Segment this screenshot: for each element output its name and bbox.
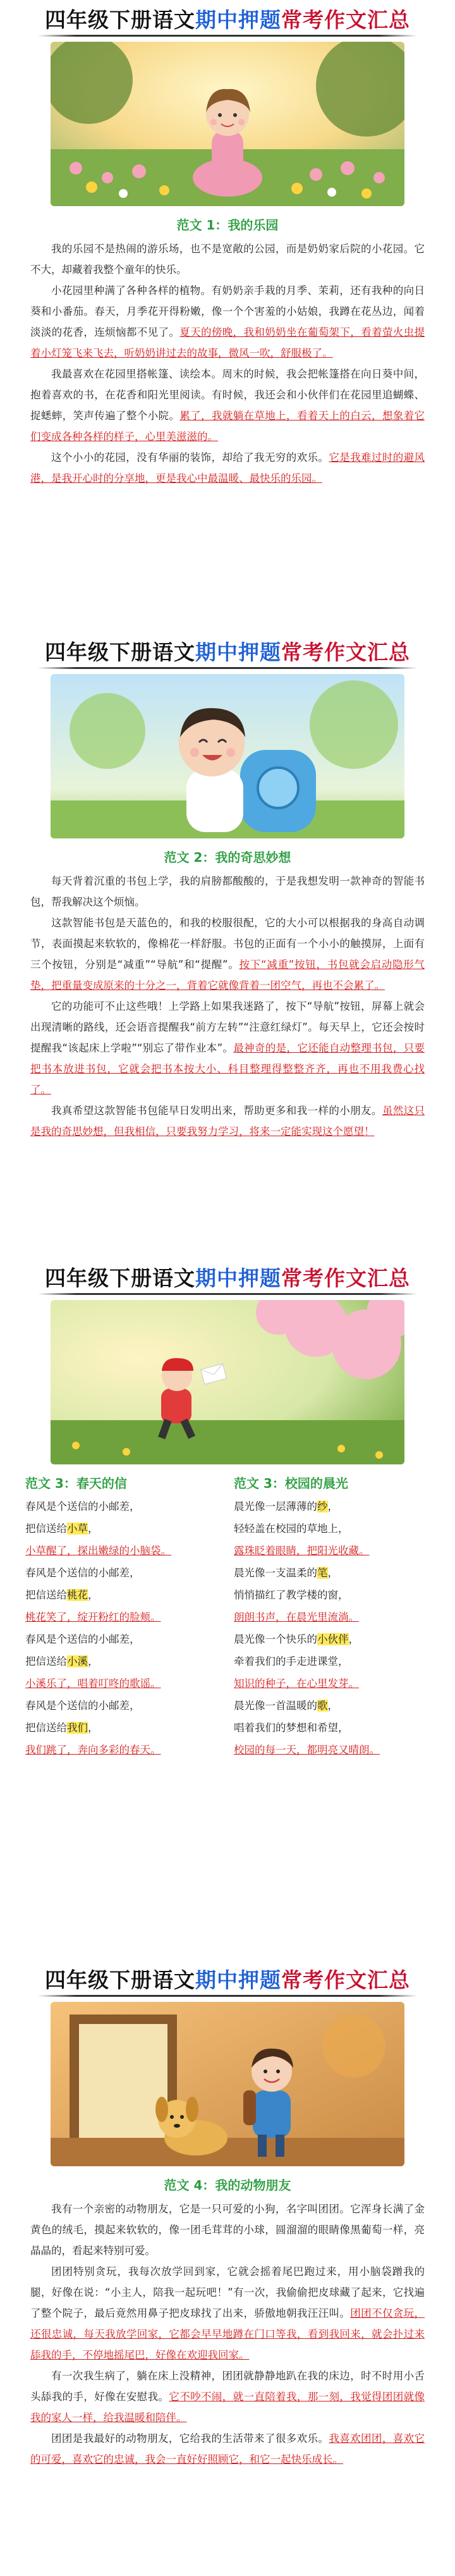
poem-text: 唱着我们的梦想和希望，: [234, 1722, 349, 1734]
essay2-paragraph: [0, 912, 455, 996]
poem-line: [234, 1540, 430, 1562]
paragraph-text: 我有一个亲密的动物朋友，它是一只可爱的小狗，名字叫团团。它浑身长满了金黄色的绒毛，摸起来软软的，像一团毛茸茸的小球，圆溜溜的眼睛像黑葡萄一样，亮晶晶的，看起来特别可爱。: [30, 2203, 425, 2257]
highlighted-line: 知识的种子，在心里发芽。: [234, 1677, 359, 1690]
highlighted-sentence: 按下“减重”按钮，书包就会启动隐形气垫，把重量变成原来的十分之一，背着它就像背着一团空气，再也不会累了。: [30, 959, 425, 991]
highlighted-word: 小溪: [67, 1655, 88, 1667]
essay-2-title: 范文 2：我的奇思妙想: [164, 850, 291, 865]
poem-line: [234, 1495, 430, 1518]
paragraph-text: 团团特别贪玩，我每次放学回到家，它就会摇着尾巴跑过来，用小脑袋蹭我的腿，好像在说：“小主人，陪我一起玩吧！”有一次，我偷偷把皮球藏了起来，它找遍了整个院子，最后竟然用鼻子把皮球找了出来，骄傲地朝我汪汪叫。: [30, 2266, 425, 2319]
poem-text: 春风是个送信的小邮差，: [25, 1567, 140, 1579]
header-underline: [38, 1995, 417, 1997]
poem-text: ，: [327, 1567, 338, 1579]
header-grade: 四年级下册语文: [45, 7, 195, 32]
poem-text: ，: [88, 1722, 99, 1734]
section-header: [0, 632, 455, 669]
essay-3b-title: 范文 3：校园的晨光: [234, 1476, 348, 1491]
highlighted-line: 露珠眨着眼睛，把阳光收藏。: [234, 1545, 370, 1557]
essay4-paragraph: [0, 2365, 455, 2428]
header-topic: 常考作文汇总: [281, 1265, 410, 1291]
poem-line: [234, 1650, 430, 1672]
paragraph-text: 我的乐园不是热闹的游乐场，也不是宽敞的公园，而是奶奶家后院的小花园。它不大，却藏着我整个童年的快乐。: [30, 243, 425, 276]
poem-line: [25, 1717, 221, 1739]
paragraph-text: 这款智能书包是天蓝色的，和我的校服很配，它的大小可以根据我的身高自动调节，表面摸起来软软的，像棉花一样舒服。书包的正面有一个小小的触摸屏，上面有三个按钮，分别是“减重”“导航”和“提醒”。: [30, 917, 425, 971]
essay-3-title: 范文 3：春天的信: [25, 1476, 127, 1491]
highlighted-sentence: 我喜欢团团，喜欢它的可爱，喜欢它的忠诚，我会一直好好照顾它，和它一起快乐成长。: [30, 2432, 425, 2465]
poem-line: [25, 1739, 221, 1761]
essay-4-title: 范文 4：我的动物朋友: [164, 2178, 291, 2193]
highlighted-line: 桃花笑了，绽开粉红的脸颊。: [25, 1611, 161, 1623]
poem-line: [234, 1628, 430, 1650]
header-underline: [38, 35, 417, 37]
highlighted-sentence: 最神奇的是，它还能自动整理书包，只要把书本放进书包，它就会把书本按大小、科目整理得整整齐齐，再也不用我费心找了。: [30, 1042, 425, 1096]
essay1-paragraph: [0, 280, 455, 364]
poem-text: 春风是个送信的小邮差，: [25, 1500, 140, 1512]
poem-line: [25, 1650, 221, 1672]
poem-line: [234, 1672, 430, 1695]
poem-line: [234, 1562, 430, 1584]
illustration-spring-letter: [51, 1300, 404, 1464]
poem-line: [25, 1672, 221, 1695]
essay1-paragraph: [0, 447, 455, 489]
poem-line: [25, 1628, 221, 1650]
highlighted-line: 校园的每一天，都明亮又晴朗。: [234, 1744, 380, 1756]
paragraph-text: 有一次我生病了，躺在床上没精神，团团就静静地趴在我的床边，时不时用小舌头舔我的手，好像在安慰我。: [30, 2370, 425, 2403]
poem-text: ，: [88, 1589, 99, 1601]
highlighted-line: 小草醒了，探出嫩绿的小脑袋。: [25, 1545, 171, 1557]
poems-container: [0, 1464, 455, 1761]
paragraph-text: 我真希望这款智能书包能早日发明出来，帮助更多和我一样的小朋友。: [51, 1105, 382, 1117]
highlighted-sentence: 夏天的傍晚，我和奶奶坐在葡萄架下，看着萤火虫提着小灯笼飞来飞去，听奶奶讲过去的故事，微风一吹，舒服极了。: [30, 326, 425, 359]
header-topic: 常考作文汇总: [281, 639, 410, 665]
paragraph-text: 这个小小的花园，没有华丽的装饰，却给了我无穷的欢乐。: [51, 451, 329, 463]
header-underline: [38, 1293, 417, 1295]
paragraph-text: 我最喜欢在花园里搭帐篷、读绘本。周末的时候，我会把帐篷搭在向日葵中间，抱着喜欢的书，在花香和阳光里阅读。有时候，我还会和小伙伴们在花园里追蝴蝶、捉蟋蟀，笑声传遍了整个小院。: [30, 368, 425, 422]
highlighted-sentence: 它不吵不闹，就一直陪着我，那一刻，我觉得团团就像我的家人一样，给我温暖和陪伴。: [30, 2391, 425, 2424]
section-essay-3: [0, 1258, 455, 1910]
paragraph-text: 团团是我最好的动物朋友，它给我的生活带来了很多欢乐。: [51, 2432, 329, 2444]
essay-3-lines: [25, 1495, 221, 1761]
poem-line: [234, 1584, 430, 1606]
header-exam: 期中押题: [195, 639, 281, 665]
poem-text: ，: [88, 1655, 99, 1667]
highlighted-line: 小溪乐了，唱着叮咚的歌谣。: [25, 1677, 161, 1690]
highlighted-sentence: 累了，我就躺在草地上，看着天上的白云，想象着它们变成各种各样的样子，心里美滋滋的。: [30, 410, 425, 443]
header-exam: 期中押题: [195, 1265, 281, 1291]
poem-text: ，: [348, 1633, 359, 1645]
poem-text: 晨光像一首温暖的: [234, 1700, 317, 1712]
poem-line: [234, 1518, 430, 1540]
essay4-paragraph: [0, 2261, 455, 2365]
highlighted-sentence: 虽然这只是我的奇思妙想，但我相信，只要我努力学习，将来一定能实现这个愿望！: [30, 1105, 425, 1138]
highlighted-word: 小草: [67, 1523, 88, 1535]
essay1-paragraph: [0, 238, 455, 280]
poem-line: [25, 1518, 221, 1540]
essay2-paragraph: [0, 1100, 455, 1142]
illustration-boy-dog: [51, 2002, 404, 2166]
poem-line: [25, 1562, 221, 1584]
illustration-boy-backpack: [51, 674, 404, 838]
highlighted-word: 纱: [317, 1500, 328, 1512]
header-topic: 常考作文汇总: [281, 1967, 410, 1992]
highlighted-word: 小伙伴: [317, 1633, 349, 1645]
highlighted-word: 歌: [317, 1700, 328, 1712]
poem-line: [25, 1495, 221, 1518]
poem-text: 把信送给: [25, 1655, 67, 1667]
essay2-paragraph: [0, 996, 455, 1100]
highlighted-line: 朗朗书声，在晨光里流淌。: [234, 1611, 359, 1623]
poem-text: 晨光像一支温柔的: [234, 1567, 317, 1579]
essay1-paragraph: [0, 364, 455, 447]
poem-line: [25, 1606, 221, 1628]
essay-4-body: [0, 2199, 455, 2470]
poem-text: ，: [88, 1523, 99, 1535]
poem-text: 轻轻盖在校园的草地上，: [234, 1523, 349, 1535]
header-grade: 四年级下册语文: [45, 639, 195, 665]
highlighted-word: 桃花: [67, 1589, 88, 1601]
essay-2-body: [0, 871, 455, 1142]
poem-text: 春风是个送信的小邮差，: [25, 1700, 140, 1712]
highlighted-line: 我们跳了，奔向多彩的春天。: [25, 1744, 161, 1756]
section-essay-2: [0, 632, 455, 1208]
header-grade: 四年级下册语文: [45, 1967, 195, 1992]
poem-campus-morning: [234, 1464, 430, 1761]
poem-line: [234, 1695, 430, 1717]
essay4-paragraph: [0, 2199, 455, 2261]
highlighted-word: 笔: [317, 1567, 328, 1579]
essay-1-title: 范文 1：我的乐园: [176, 218, 279, 233]
poem-line: [234, 1606, 430, 1628]
highlighted-sentence: 团团不仅贪玩，还很忠诚，每天我放学回家，它都会早早地蹲在门口等我，看到我回来，就会扑过来舔我的手，不停地摇尾巴，好像在欢迎我回家。: [30, 2307, 425, 2361]
paragraph-text: 每天背着沉重的书包上学，我的肩膀都酸酸的，于是我想发明一款神奇的智能书包，帮我解决这个烦恼。: [30, 875, 425, 908]
essay-1-body: [0, 238, 455, 489]
poem-text: 把信送给: [25, 1722, 67, 1734]
poem-text: 把信送给: [25, 1523, 67, 1535]
poem-line: [25, 1584, 221, 1606]
header-exam: 期中押题: [195, 1967, 281, 1992]
essay4-paragraph: [0, 2428, 455, 2470]
section-header: [0, 1960, 455, 1997]
poem-text: 悄悄描红了教学楼的窗，: [234, 1589, 349, 1601]
poem-line: [25, 1695, 221, 1717]
section-essay-4: [0, 1960, 455, 2576]
poem-text: 春风是个送信的小邮差，: [25, 1633, 140, 1645]
header-underline: [38, 667, 417, 669]
section-header: [0, 0, 455, 37]
poem-text: 晨光像一个快乐的: [234, 1633, 317, 1645]
paragraph-text: 它的功能可不止这些哦！上学路上如果我迷路了，按下“导航”按钮，屏幕上就会出现清晰的路线，还会语音提醒我“前方左转”“注意红绿灯”。每天早上，它还会按时提醒我“该起床上学啦”“别忘了带作业本”。: [30, 1000, 425, 1054]
poem-line: [234, 1739, 430, 1761]
essay2-paragraph: [0, 871, 455, 912]
poem-spring-letter: [25, 1464, 221, 1761]
poem-text: 牵着我们的手走进课堂，: [234, 1655, 349, 1667]
poem-line: [234, 1717, 430, 1739]
poem-line: [25, 1540, 221, 1562]
section-essay-1: [0, 0, 455, 588]
highlighted-sentence: 它是我难过时的避风港，是我开心时的分享地，更是我心中最温暖、最快乐的乐园。: [30, 451, 425, 484]
highlighted-word: 我们: [67, 1722, 88, 1734]
paragraph-text: 小花园里种满了各种各样的植物。有奶奶亲手栽的月季、茉莉，还有我种的向日葵和小番茄。春天，月季花开得粉嫩，像一个个害羞的小姑娘，我蹲在花丛边，闻着淡淡的花香，连烦恼都不见了。: [30, 285, 425, 338]
header-grade: 四年级下册语文: [45, 1265, 195, 1291]
illustration-garden-girl: [51, 42, 404, 206]
poem-text: ，: [327, 1700, 338, 1712]
poem-text: ，: [327, 1500, 338, 1512]
poem-text: 把信送给: [25, 1589, 67, 1601]
essay-3b-lines: [234, 1495, 430, 1761]
section-header: [0, 1258, 455, 1295]
poem-text: 晨光像一层薄薄的: [234, 1500, 317, 1512]
header-exam: 期中押题: [195, 7, 281, 32]
header-topic: 常考作文汇总: [281, 7, 410, 32]
